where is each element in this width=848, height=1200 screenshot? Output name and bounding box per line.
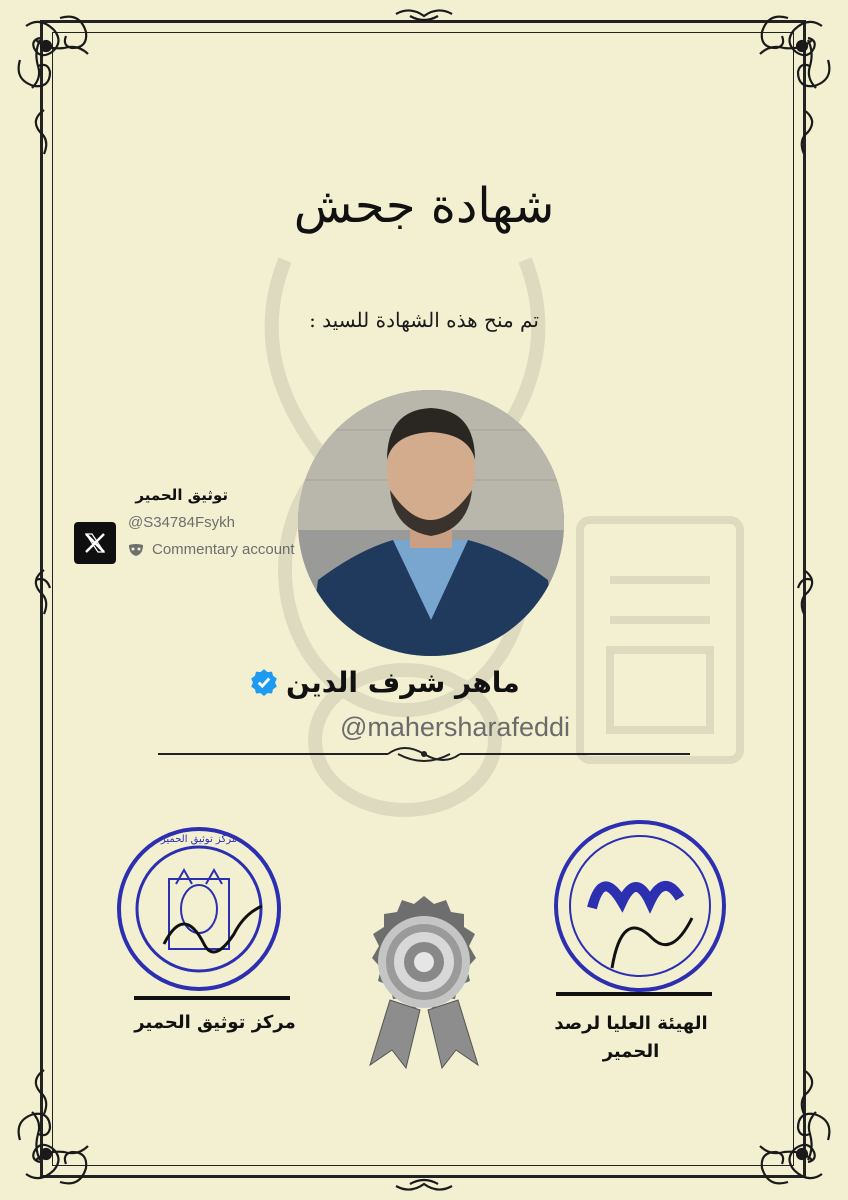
stamp-left-text: مركز توثيق الحمير <box>160 834 238 845</box>
certificate-subtitle: تم منح هذه الشهادة للسيد : <box>309 308 539 332</box>
right-signature-label <box>536 1010 726 1066</box>
side-ornament-left <box>36 110 50 1114</box>
corner-ornament-top-left <box>19 17 88 88</box>
account-type-label: Commentary account <box>152 541 295 558</box>
x-logo-icon[interactable] <box>74 522 116 564</box>
left-signature-label: مركز توثيق الحمير <box>134 1012 296 1033</box>
right-signature-label-line2: الحمير <box>602 1041 660 1062</box>
left-official-stamp <box>114 824 284 994</box>
top-ornament <box>396 10 452 20</box>
corner-ornament-bottom-right <box>760 1112 829 1183</box>
bottom-ornament <box>396 1180 452 1190</box>
corner-ornament-bottom-left <box>19 1112 88 1183</box>
left-signature-line <box>134 996 290 1000</box>
x-logo-glyph <box>83 531 107 555</box>
mask-icon <box>128 543 144 557</box>
profile-photo <box>298 390 564 656</box>
right-official-stamp <box>552 818 728 994</box>
decorative-divider <box>158 742 690 766</box>
badge-title: توثيق الحمير <box>135 486 228 504</box>
badge-handle[interactable]: @S34784Fsykh <box>128 514 235 531</box>
profile-photo-illustration <box>298 390 564 656</box>
recipient-handle[interactable]: @mahersharafeddi <box>339 712 570 742</box>
right-signature-line <box>556 992 712 996</box>
recipient-name: ماهر شرف الدين <box>286 665 520 699</box>
side-ornament-right <box>798 110 812 1114</box>
verified-badge-icon <box>250 668 278 696</box>
corner-ornament-top-right <box>760 17 829 88</box>
silver-medal-icon <box>350 890 498 1070</box>
right-signature-label-line1: الهيئة العليا لرصد <box>554 1013 708 1034</box>
recipient-name-row <box>250 660 570 704</box>
certificate-title: شهادة جحش <box>293 178 555 234</box>
